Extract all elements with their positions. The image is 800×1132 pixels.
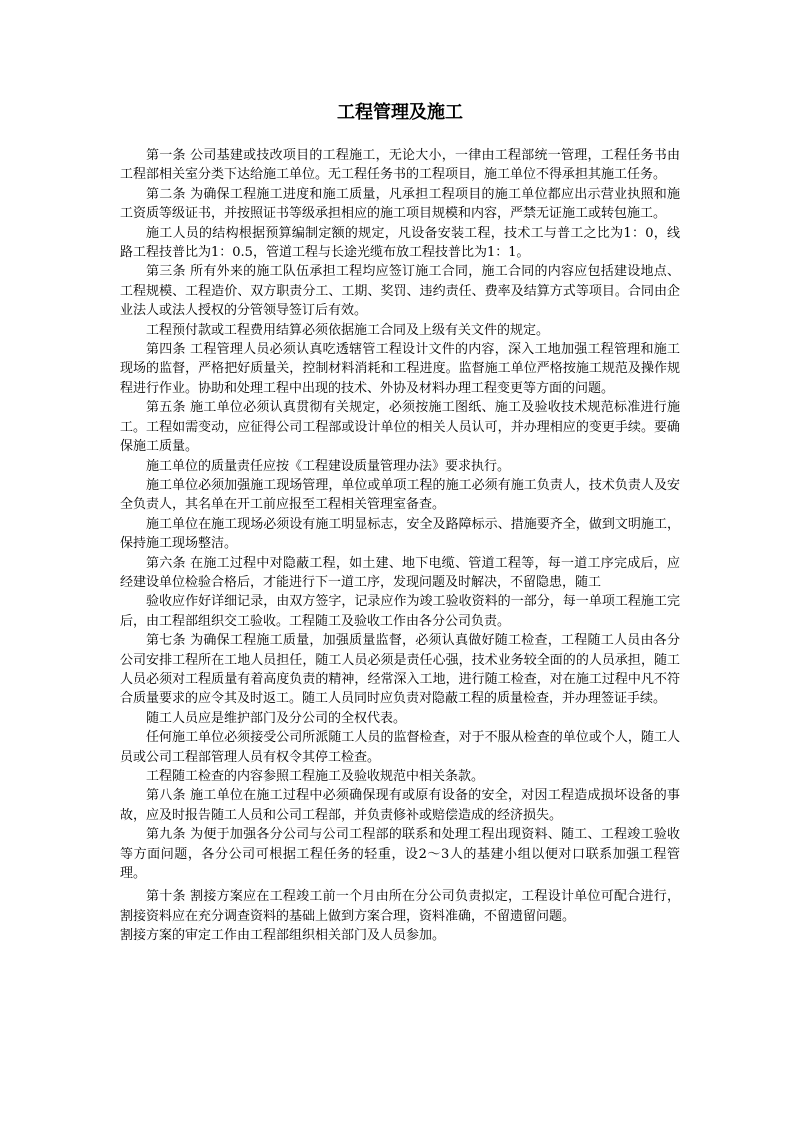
paragraph: 第四条 工程管理人员必须认真吃透辖管工程设计文件的内容，深入工地加强工程管理和施工现场的监督，严格把好质量关，控制材料消耗和工程进度。监督施工单位严格按施工规范及操作规程进行作业。协助和处理工程中出现的技术、外协及材料办理工程变更等方面的问题。 bbox=[120, 342, 680, 396]
document-title: 工程管理及施工 bbox=[337, 102, 463, 123]
paragraph: 工程随工检查的内容参照工程施工及验收规范中相关条款。 bbox=[146, 769, 485, 784]
paragraph: 割接方案的审定工作由工程部组织相关部门及人员参加。 bbox=[120, 928, 446, 944]
paragraph: 验收应作好详细记录，由双方签字，记录应作为竣工验收资料的一部分，每一单项工程施工完后，由工程部组织交工验收。工程随工及验收工作由各分公司负责。 bbox=[120, 594, 680, 629]
paragraph: 施工单位的质量责任应按《工程建设质量管理办法》要求执行。 bbox=[146, 458, 511, 474]
paragraph: 第二条 为确保工程施工进度和施工质量，凡承担工程项目的施工单位都应出示营业执照和施工资质等级证书，并按照证书等级承担相应的施工项目规模和内容，严禁无证施工或转包施工。 bbox=[120, 186, 680, 222]
paragraph: 第七条 为确保工程施工质量，加强质量监督，必须认真做好随工检查，工程随工人员由各分公司安排工程所在工地人员担任，随工人员必须是责任心强，技术业务较全面的的人员承担，随工人员必须对工程质量有着高度负责的精神，经常深入工地，进行随工检查，对在施工过程中凡不符合质量要求的应令其及时返工。随工人员同时应负责对隐蔽工程的质量检查，并办理签证手续。 bbox=[120, 633, 680, 707]
paragraph: 施工单位在施工现场必须设有施工明显标志，安全及路障标示、措施要齐全，做到文明施工，保持施工现场整洁。 bbox=[120, 516, 680, 552]
paragraph: 第十条 割接方案应在工程竣工前一个月由所在分公司负责拟定，工程设计单位可配合进行，割接资料应在充分调查资料的基础上做到方案合理，资料准确，不留遗留问题。 bbox=[120, 889, 680, 924]
paragraph: 第五条 施工单位必须认真贯彻有关规定，必须按施工图纸、施工及验收技术规范标准进行施工。工程如需变动，应征得公司工程部或设计单位的相关人员认可，并办理相应的变更手续。要确保施工质量。 bbox=[120, 400, 680, 455]
paragraph: 第一条 公司基建或技改项目的工程施工，无论大小，一律由工程部统一管理，工程任务书由工程部相关室分类下达给施工单位。无工程任务书的工程项目，施工单位不得承担其施工任务。 bbox=[120, 148, 680, 183]
paragraph: 第六条 在施工过程中对隐蔽工程，如土建、地下电缆、管道工程等，每一道工序完成后，应经建设单位检验合格后，才能进行下一道工序，发现问题及时解决，不留隐患，随工 bbox=[120, 555, 680, 590]
paragraph: 第九条 为便于加强各分公司与公司工程部的联系和处理工程出现资料、随工、工程竣工验收等方面问题，各分公司可根据工程任务的轻重，设2～3人的基建小组以便对口联系加强工程管理。 bbox=[120, 827, 680, 882]
paragraph: 第三条 所有外来的施工队伍承担工程均应签订施工合同，施工合同的内容应包括建设地点、工程规模、工程造价、双方职责分工、工期、奖罚、违约责任、费率及结算方式等项目。合同由企业法人或法人授权的分管领导签订后有效。 bbox=[120, 264, 680, 319]
paragraph: 任何施工单位必须接受公司所派随工人员的监督检查，对于不服从检查的单位或个人，随工人员或公司工程部管理人员有权令其停工检查。 bbox=[120, 730, 680, 765]
paragraph: 施工单位必须加强施工现场管理，单位或单项工程的施工必须有施工负责人，技术负责人及安全负责人，其名单在开工前应报至工程相关管理室备查。 bbox=[120, 477, 680, 513]
paragraph: 第八条 施工单位在施工过程中必须确保现有或原有设备的安全，对因工程造成损坏设备的事故，应及时报告随工人员和公司工程部，并负责修补或赔偿造成的经济损失。 bbox=[120, 788, 680, 823]
paragraph: 随工人员应是维护部门及分公司的全权代表。 bbox=[146, 710, 407, 726]
paragraph: 施工人员的结构根据预算编制定额的规定，凡设备安装工程，技术工与普工之比为1：0，线路工程技普比为1：0.5，管道工程与长途光缆布放工程技普比为1：1。 bbox=[120, 225, 680, 261]
document-body bbox=[120, 146, 680, 946]
paragraph: 工程预付款或工程费用结算必须依据施工合同及上级有关文件的规定。 bbox=[146, 322, 550, 338]
